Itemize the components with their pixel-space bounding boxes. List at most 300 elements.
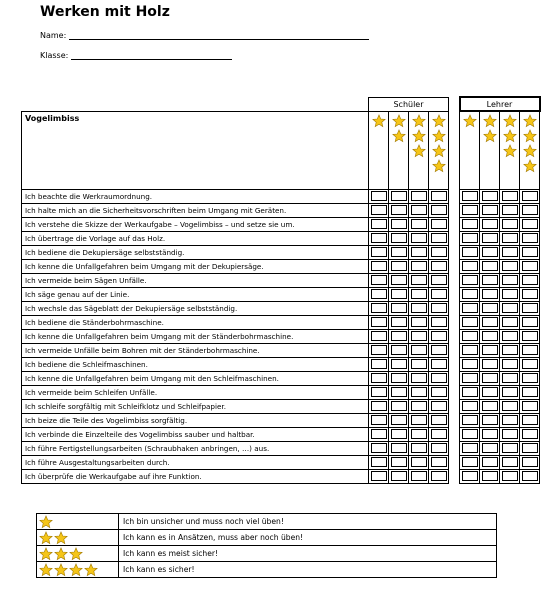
lehrer-checkbox-level-4[interactable]	[520, 245, 540, 259]
lehrer-checkbox-level-1[interactable]	[460, 371, 480, 385]
checkbox[interactable]	[522, 443, 538, 453]
checkbox[interactable]	[411, 261, 427, 271]
checkbox[interactable]	[482, 303, 498, 313]
lehrer-checkbox-level-4[interactable]	[520, 287, 540, 301]
checkbox[interactable]	[431, 471, 447, 481]
checkbox[interactable]	[391, 275, 407, 285]
schueler-checkbox-level-2[interactable]	[389, 399, 409, 413]
lehrer-checkbox-level-2[interactable]	[480, 287, 500, 301]
checkbox[interactable]	[502, 429, 518, 439]
schueler-checkbox-level-1[interactable]	[369, 455, 389, 469]
schueler-checkbox-level-2[interactable]	[389, 259, 409, 273]
checkbox[interactable]	[462, 191, 478, 201]
checkbox[interactable]	[522, 387, 538, 397]
checkbox[interactable]	[482, 191, 498, 201]
schueler-checkbox-level-4[interactable]	[429, 189, 449, 203]
checkbox[interactable]	[371, 387, 387, 397]
schueler-checkbox-level-1[interactable]	[369, 315, 389, 329]
checkbox[interactable]	[462, 443, 478, 453]
lehrer-checkbox-level-1[interactable]	[460, 259, 480, 273]
checkbox[interactable]	[411, 443, 427, 453]
lehrer-checkbox-level-4[interactable]	[520, 343, 540, 357]
checkbox[interactable]	[411, 289, 427, 299]
checkbox[interactable]	[502, 261, 518, 271]
checkbox[interactable]	[431, 345, 447, 355]
checkbox[interactable]	[462, 387, 478, 397]
checkbox[interactable]	[482, 387, 498, 397]
checkbox[interactable]	[502, 233, 518, 243]
checkbox[interactable]	[371, 401, 387, 411]
lehrer-checkbox-level-2[interactable]	[480, 217, 500, 231]
checkbox[interactable]	[522, 289, 538, 299]
checkbox[interactable]	[462, 429, 478, 439]
lehrer-checkbox-level-4[interactable]	[520, 273, 540, 287]
schueler-checkbox-level-1[interactable]	[369, 427, 389, 441]
checkbox[interactable]	[522, 471, 538, 481]
checkbox[interactable]	[522, 373, 538, 383]
schueler-checkbox-level-2[interactable]	[389, 385, 409, 399]
schueler-checkbox-level-4[interactable]	[429, 329, 449, 343]
checkbox[interactable]	[411, 471, 427, 481]
checkbox[interactable]	[431, 359, 447, 369]
lehrer-checkbox-level-3[interactable]	[500, 427, 520, 441]
lehrer-checkbox-level-1[interactable]	[460, 413, 480, 427]
schueler-checkbox-level-1[interactable]	[369, 245, 389, 259]
checkbox[interactable]	[522, 317, 538, 327]
checkbox[interactable]	[502, 219, 518, 229]
checkbox[interactable]	[391, 359, 407, 369]
checkbox[interactable]	[391, 457, 407, 467]
lehrer-checkbox-level-4[interactable]	[520, 189, 540, 203]
checkbox[interactable]	[522, 415, 538, 425]
schueler-checkbox-level-4[interactable]	[429, 385, 449, 399]
schueler-checkbox-level-3[interactable]	[409, 287, 429, 301]
checkbox[interactable]	[502, 471, 518, 481]
schueler-checkbox-level-3[interactable]	[409, 427, 429, 441]
lehrer-checkbox-level-3[interactable]	[500, 203, 520, 217]
schueler-checkbox-level-4[interactable]	[429, 301, 449, 315]
lehrer-checkbox-level-2[interactable]	[480, 371, 500, 385]
schueler-checkbox-level-3[interactable]	[409, 245, 429, 259]
checkbox[interactable]	[391, 317, 407, 327]
lehrer-checkbox-level-1[interactable]	[460, 455, 480, 469]
lehrer-checkbox-level-1[interactable]	[460, 315, 480, 329]
schueler-checkbox-level-4[interactable]	[429, 273, 449, 287]
checkbox[interactable]	[502, 331, 518, 341]
checkbox[interactable]	[391, 233, 407, 243]
schueler-checkbox-level-3[interactable]	[409, 203, 429, 217]
checkbox[interactable]	[502, 289, 518, 299]
lehrer-checkbox-level-3[interactable]	[500, 259, 520, 273]
checkbox[interactable]	[431, 219, 447, 229]
lehrer-checkbox-level-2[interactable]	[480, 343, 500, 357]
checkbox[interactable]	[391, 443, 407, 453]
checkbox[interactable]	[431, 387, 447, 397]
schueler-checkbox-level-3[interactable]	[409, 301, 429, 315]
schueler-checkbox-level-3[interactable]	[409, 329, 429, 343]
checkbox[interactable]	[482, 317, 498, 327]
schueler-checkbox-level-2[interactable]	[389, 217, 409, 231]
checkbox[interactable]	[482, 247, 498, 257]
lehrer-checkbox-level-2[interactable]	[480, 301, 500, 315]
schueler-checkbox-level-2[interactable]	[389, 287, 409, 301]
checkbox[interactable]	[391, 219, 407, 229]
lehrer-checkbox-level-4[interactable]	[520, 231, 540, 245]
checkbox[interactable]	[502, 317, 518, 327]
checkbox[interactable]	[522, 205, 538, 215]
checkbox[interactable]	[522, 331, 538, 341]
checkbox[interactable]	[482, 401, 498, 411]
schueler-checkbox-level-3[interactable]	[409, 343, 429, 357]
checkbox[interactable]	[371, 205, 387, 215]
checkbox[interactable]	[462, 233, 478, 243]
schueler-checkbox-level-4[interactable]	[429, 203, 449, 217]
checkbox[interactable]	[482, 233, 498, 243]
checkbox[interactable]	[391, 429, 407, 439]
checkbox[interactable]	[411, 359, 427, 369]
lehrer-checkbox-level-4[interactable]	[520, 329, 540, 343]
checkbox[interactable]	[431, 205, 447, 215]
checkbox[interactable]	[411, 387, 427, 397]
checkbox[interactable]	[462, 317, 478, 327]
schueler-checkbox-level-2[interactable]	[389, 315, 409, 329]
checkbox[interactable]	[502, 191, 518, 201]
checkbox[interactable]	[462, 205, 478, 215]
schueler-checkbox-level-3[interactable]	[409, 469, 429, 483]
lehrer-checkbox-level-2[interactable]	[480, 385, 500, 399]
schueler-checkbox-level-1[interactable]	[369, 189, 389, 203]
class-line[interactable]	[71, 51, 232, 60]
checkbox[interactable]	[482, 345, 498, 355]
lehrer-checkbox-level-4[interactable]	[520, 455, 540, 469]
lehrer-checkbox-level-2[interactable]	[480, 245, 500, 259]
checkbox[interactable]	[411, 233, 427, 243]
schueler-checkbox-level-4[interactable]	[429, 343, 449, 357]
checkbox[interactable]	[431, 261, 447, 271]
lehrer-checkbox-level-2[interactable]	[480, 315, 500, 329]
checkbox[interactable]	[462, 457, 478, 467]
checkbox[interactable]	[411, 401, 427, 411]
checkbox[interactable]	[522, 191, 538, 201]
lehrer-checkbox-level-3[interactable]	[500, 455, 520, 469]
lehrer-checkbox-level-3[interactable]	[500, 231, 520, 245]
lehrer-checkbox-level-1[interactable]	[460, 231, 480, 245]
checkbox[interactable]	[371, 359, 387, 369]
schueler-checkbox-level-4[interactable]	[429, 259, 449, 273]
checkbox[interactable]	[371, 415, 387, 425]
lehrer-checkbox-level-1[interactable]	[460, 245, 480, 259]
checkbox[interactable]	[522, 359, 538, 369]
lehrer-checkbox-level-3[interactable]	[500, 189, 520, 203]
checkbox[interactable]	[371, 275, 387, 285]
schueler-checkbox-level-3[interactable]	[409, 231, 429, 245]
schueler-checkbox-level-4[interactable]	[429, 399, 449, 413]
checkbox[interactable]	[411, 205, 427, 215]
lehrer-checkbox-level-1[interactable]	[460, 399, 480, 413]
checkbox[interactable]	[371, 317, 387, 327]
checkbox[interactable]	[482, 471, 498, 481]
checkbox[interactable]	[482, 275, 498, 285]
checkbox[interactable]	[391, 471, 407, 481]
lehrer-checkbox-level-3[interactable]	[500, 315, 520, 329]
schueler-checkbox-level-4[interactable]	[429, 413, 449, 427]
checkbox[interactable]	[431, 415, 447, 425]
checkbox[interactable]	[371, 303, 387, 313]
checkbox[interactable]	[431, 317, 447, 327]
checkbox[interactable]	[391, 303, 407, 313]
lehrer-checkbox-level-3[interactable]	[500, 301, 520, 315]
lehrer-checkbox-level-3[interactable]	[500, 245, 520, 259]
schueler-checkbox-level-1[interactable]	[369, 217, 389, 231]
schueler-checkbox-level-2[interactable]	[389, 245, 409, 259]
lehrer-checkbox-level-2[interactable]	[480, 203, 500, 217]
lehrer-checkbox-level-4[interactable]	[520, 427, 540, 441]
schueler-checkbox-level-3[interactable]	[409, 357, 429, 371]
checkbox[interactable]	[462, 261, 478, 271]
checkbox[interactable]	[462, 471, 478, 481]
checkbox[interactable]	[411, 247, 427, 257]
lehrer-checkbox-level-2[interactable]	[480, 469, 500, 483]
schueler-checkbox-level-1[interactable]	[369, 399, 389, 413]
checkbox[interactable]	[522, 219, 538, 229]
schueler-checkbox-level-1[interactable]	[369, 259, 389, 273]
checkbox[interactable]	[371, 261, 387, 271]
checkbox[interactable]	[502, 303, 518, 313]
checkbox[interactable]	[411, 457, 427, 467]
lehrer-checkbox-level-3[interactable]	[500, 385, 520, 399]
lehrer-checkbox-level-2[interactable]	[480, 231, 500, 245]
lehrer-checkbox-level-4[interactable]	[520, 441, 540, 455]
checkbox[interactable]	[502, 401, 518, 411]
lehrer-checkbox-level-1[interactable]	[460, 329, 480, 343]
schueler-checkbox-level-3[interactable]	[409, 413, 429, 427]
checkbox[interactable]	[502, 247, 518, 257]
schueler-checkbox-level-1[interactable]	[369, 413, 389, 427]
checkbox[interactable]	[411, 345, 427, 355]
checkbox[interactable]	[431, 289, 447, 299]
checkbox[interactable]	[371, 429, 387, 439]
schueler-checkbox-level-4[interactable]	[429, 357, 449, 371]
lehrer-checkbox-level-4[interactable]	[520, 469, 540, 483]
lehrer-checkbox-level-4[interactable]	[520, 315, 540, 329]
lehrer-checkbox-level-2[interactable]	[480, 357, 500, 371]
schueler-checkbox-level-4[interactable]	[429, 371, 449, 385]
schueler-checkbox-level-4[interactable]	[429, 455, 449, 469]
lehrer-checkbox-level-4[interactable]	[520, 203, 540, 217]
lehrer-checkbox-level-1[interactable]	[460, 287, 480, 301]
schueler-checkbox-level-4[interactable]	[429, 427, 449, 441]
checkbox[interactable]	[522, 345, 538, 355]
name-field[interactable]	[40, 31, 369, 40]
schueler-checkbox-level-3[interactable]	[409, 217, 429, 231]
checkbox[interactable]	[462, 415, 478, 425]
checkbox[interactable]	[522, 233, 538, 243]
lehrer-checkbox-level-4[interactable]	[520, 259, 540, 273]
checkbox[interactable]	[411, 219, 427, 229]
schueler-checkbox-level-2[interactable]	[389, 371, 409, 385]
lehrer-checkbox-level-1[interactable]	[460, 203, 480, 217]
checkbox[interactable]	[371, 247, 387, 257]
name-line[interactable]	[69, 31, 369, 40]
lehrer-checkbox-level-1[interactable]	[460, 189, 480, 203]
class-field[interactable]	[40, 51, 232, 60]
checkbox[interactable]	[482, 219, 498, 229]
lehrer-checkbox-level-3[interactable]	[500, 357, 520, 371]
checkbox[interactable]	[522, 261, 538, 271]
checkbox[interactable]	[482, 359, 498, 369]
checkbox[interactable]	[502, 457, 518, 467]
schueler-checkbox-level-4[interactable]	[429, 231, 449, 245]
checkbox[interactable]	[522, 247, 538, 257]
checkbox[interactable]	[482, 429, 498, 439]
schueler-checkbox-level-3[interactable]	[409, 371, 429, 385]
lehrer-checkbox-level-3[interactable]	[500, 343, 520, 357]
checkbox[interactable]	[462, 219, 478, 229]
schueler-checkbox-level-4[interactable]	[429, 441, 449, 455]
lehrer-checkbox-level-2[interactable]	[480, 273, 500, 287]
lehrer-checkbox-level-2[interactable]	[480, 455, 500, 469]
checkbox[interactable]	[482, 415, 498, 425]
checkbox[interactable]	[522, 303, 538, 313]
checkbox[interactable]	[482, 289, 498, 299]
schueler-checkbox-level-1[interactable]	[369, 203, 389, 217]
checkbox[interactable]	[411, 429, 427, 439]
schueler-checkbox-level-4[interactable]	[429, 217, 449, 231]
lehrer-checkbox-level-3[interactable]	[500, 287, 520, 301]
checkbox[interactable]	[431, 233, 447, 243]
checkbox[interactable]	[371, 457, 387, 467]
checkbox[interactable]	[371, 345, 387, 355]
schueler-checkbox-level-1[interactable]	[369, 371, 389, 385]
checkbox[interactable]	[431, 191, 447, 201]
checkbox[interactable]	[391, 415, 407, 425]
checkbox[interactable]	[371, 373, 387, 383]
checkbox[interactable]	[431, 429, 447, 439]
schueler-checkbox-level-1[interactable]	[369, 385, 389, 399]
schueler-checkbox-level-3[interactable]	[409, 315, 429, 329]
checkbox[interactable]	[502, 415, 518, 425]
schueler-checkbox-level-4[interactable]	[429, 469, 449, 483]
lehrer-checkbox-level-2[interactable]	[480, 427, 500, 441]
checkbox[interactable]	[371, 219, 387, 229]
schueler-checkbox-level-3[interactable]	[409, 385, 429, 399]
checkbox[interactable]	[462, 345, 478, 355]
schueler-checkbox-level-2[interactable]	[389, 301, 409, 315]
lehrer-checkbox-level-3[interactable]	[500, 329, 520, 343]
checkbox[interactable]	[502, 373, 518, 383]
checkbox[interactable]	[502, 359, 518, 369]
checkbox[interactable]	[431, 401, 447, 411]
checkbox[interactable]	[431, 443, 447, 453]
checkbox[interactable]	[482, 457, 498, 467]
lehrer-checkbox-level-1[interactable]	[460, 469, 480, 483]
lehrer-checkbox-level-3[interactable]	[500, 217, 520, 231]
checkbox[interactable]	[391, 247, 407, 257]
schueler-checkbox-level-3[interactable]	[409, 273, 429, 287]
checkbox[interactable]	[431, 247, 447, 257]
checkbox[interactable]	[391, 345, 407, 355]
checkbox[interactable]	[462, 289, 478, 299]
checkbox[interactable]	[411, 415, 427, 425]
schueler-checkbox-level-4[interactable]	[429, 315, 449, 329]
lehrer-checkbox-level-2[interactable]	[480, 399, 500, 413]
lehrer-checkbox-level-2[interactable]	[480, 259, 500, 273]
checkbox[interactable]	[522, 429, 538, 439]
schueler-checkbox-level-1[interactable]	[369, 329, 389, 343]
lehrer-checkbox-level-3[interactable]	[500, 441, 520, 455]
schueler-checkbox-level-4[interactable]	[429, 245, 449, 259]
schueler-checkbox-level-2[interactable]	[389, 441, 409, 455]
checkbox[interactable]	[371, 471, 387, 481]
checkbox[interactable]	[391, 289, 407, 299]
checkbox[interactable]	[371, 191, 387, 201]
schueler-checkbox-level-3[interactable]	[409, 441, 429, 455]
lehrer-checkbox-level-2[interactable]	[480, 329, 500, 343]
lehrer-checkbox-level-1[interactable]	[460, 357, 480, 371]
checkbox[interactable]	[482, 205, 498, 215]
checkbox[interactable]	[502, 443, 518, 453]
lehrer-checkbox-level-3[interactable]	[500, 371, 520, 385]
schueler-checkbox-level-2[interactable]	[389, 273, 409, 287]
schueler-checkbox-level-4[interactable]	[429, 287, 449, 301]
checkbox[interactable]	[411, 373, 427, 383]
checkbox[interactable]	[391, 331, 407, 341]
checkbox[interactable]	[502, 345, 518, 355]
schueler-checkbox-level-2[interactable]	[389, 231, 409, 245]
checkbox[interactable]	[431, 373, 447, 383]
checkbox[interactable]	[502, 387, 518, 397]
schueler-checkbox-level-2[interactable]	[389, 469, 409, 483]
checkbox[interactable]	[462, 303, 478, 313]
lehrer-checkbox-level-3[interactable]	[500, 413, 520, 427]
schueler-checkbox-level-1[interactable]	[369, 343, 389, 357]
lehrer-checkbox-level-1[interactable]	[460, 385, 480, 399]
schueler-checkbox-level-2[interactable]	[389, 357, 409, 371]
checkbox[interactable]	[462, 373, 478, 383]
lehrer-checkbox-level-1[interactable]	[460, 217, 480, 231]
schueler-checkbox-level-1[interactable]	[369, 441, 389, 455]
checkbox[interactable]	[431, 275, 447, 285]
schueler-checkbox-level-3[interactable]	[409, 455, 429, 469]
checkbox[interactable]	[411, 275, 427, 285]
checkbox[interactable]	[411, 331, 427, 341]
checkbox[interactable]	[431, 457, 447, 467]
schueler-checkbox-level-2[interactable]	[389, 203, 409, 217]
schueler-checkbox-level-3[interactable]	[409, 189, 429, 203]
schueler-checkbox-level-3[interactable]	[409, 259, 429, 273]
schueler-checkbox-level-2[interactable]	[389, 189, 409, 203]
lehrer-checkbox-level-2[interactable]	[480, 441, 500, 455]
checkbox[interactable]	[411, 191, 427, 201]
lehrer-checkbox-level-4[interactable]	[520, 385, 540, 399]
schueler-checkbox-level-1[interactable]	[369, 231, 389, 245]
checkbox[interactable]	[482, 373, 498, 383]
lehrer-checkbox-level-1[interactable]	[460, 301, 480, 315]
checkbox[interactable]	[462, 247, 478, 257]
checkbox[interactable]	[462, 359, 478, 369]
lehrer-checkbox-level-3[interactable]	[500, 399, 520, 413]
checkbox[interactable]	[482, 331, 498, 341]
checkbox[interactable]	[522, 401, 538, 411]
checkbox[interactable]	[391, 191, 407, 201]
checkbox[interactable]	[462, 275, 478, 285]
lehrer-checkbox-level-2[interactable]	[480, 413, 500, 427]
schueler-checkbox-level-1[interactable]	[369, 287, 389, 301]
checkbox[interactable]	[371, 331, 387, 341]
lehrer-checkbox-level-4[interactable]	[520, 399, 540, 413]
checkbox[interactable]	[522, 275, 538, 285]
schueler-checkbox-level-2[interactable]	[389, 455, 409, 469]
